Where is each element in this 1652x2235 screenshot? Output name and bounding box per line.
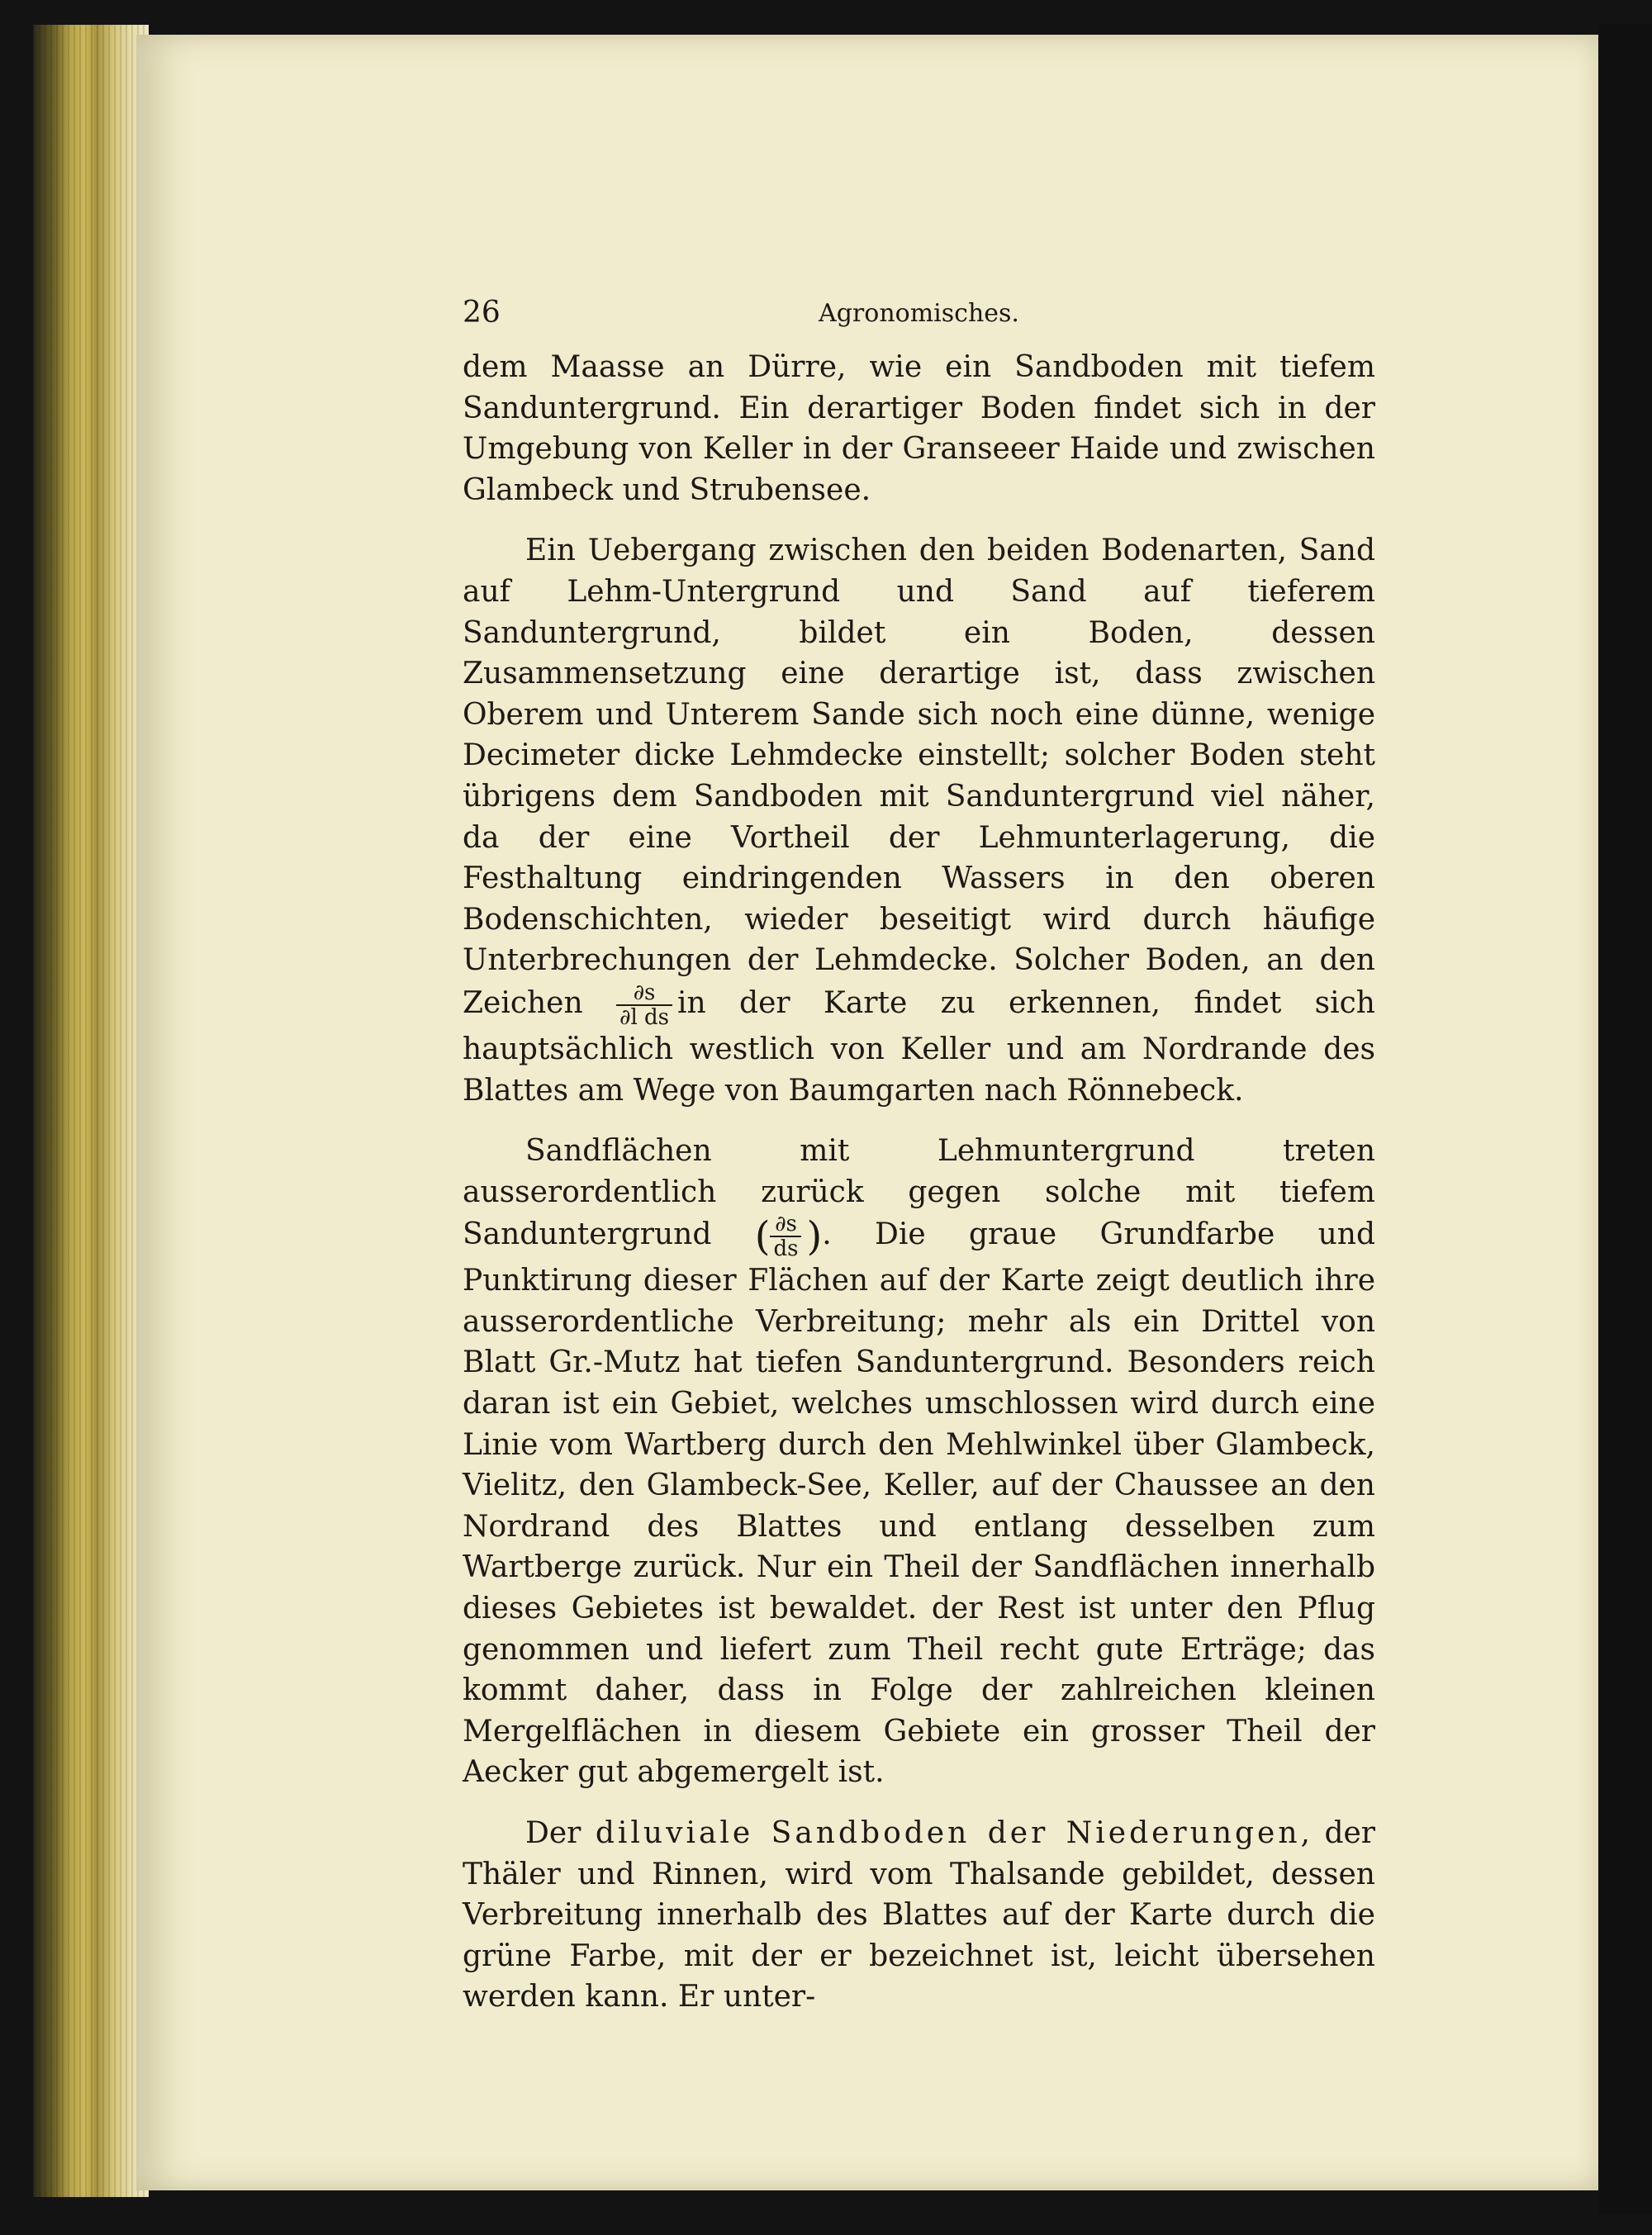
paragraph-2-text-a: Ein Uebergang zwischen den beiden Bodenarten, Sand auf Lehm-Untergrund und Sand auf tieferem Sanduntergrund, bildet ein Boden, dessen Zusammensetzung eine derartige ist, dass zwischen Oberem und Unterem Sande sich noch eine dünne, wenige Decimeter dicke Lehmdecke einstellt; solcher Boden steht übrigens dem Sandboden mit Sanduntergrund viel näher, da der eine Vortheil der Lehmunterlagerung, die Festhaltung eindringenden Wassers in den oberen Bodenschichten, wieder beseitigt wird durch häufige Unterbrechungen der Lehmdecke. Solcher Boden, an den Zeichen xyxy=(463,534,1375,1020)
paragraph-4-rest: , der Thäler und Rinnen, wird vom Thalsande gebildet, dessen Verbreitung innerhalb des Blattes auf der Karte durch die grüne Farbe, mit der er bezeichnet ist, leicht übersehen werden kann. Er unter- xyxy=(463,1816,1375,2014)
body-text xyxy=(463,347,1375,2018)
scan-margin-right xyxy=(1598,25,1652,2214)
fraction-numerator: ∂s xyxy=(616,981,672,1006)
close-paren: ) xyxy=(806,1213,823,1260)
page-header xyxy=(463,296,1375,345)
running-title: Agronomisches. xyxy=(819,299,1019,328)
soil-symbol-fraction-2 xyxy=(770,1212,801,1260)
paragraph-4 xyxy=(463,1813,1375,2018)
fraction-denominator: ∂l ds xyxy=(620,1004,670,1030)
fraction-denominator: ds xyxy=(773,1236,799,1262)
paragraph-2-text-b: in der Karte zu erkennen, findet sich hauptsächlich westlich von Keller und am Nordrande des Blattes am Wege von Baumgarten nach Rönnebeck. xyxy=(463,985,1375,1108)
fraction-numerator: ∂s xyxy=(770,1212,801,1237)
soil-symbol-fraction-1 xyxy=(616,981,672,1029)
spaced-emphasis: diluviale Sandboden der Niederungen xyxy=(595,1816,1301,1850)
page-number: 26 xyxy=(463,296,501,330)
paragraph-1: dem Maasse an Dürre, wie ein Sandboden mit tiefem Sanduntergrund. Ein derartiger Boden findet sich in der Umgebung von Keller in der Granseeer Haide und zwischen Glambeck und Strubensee. xyxy=(463,350,1375,507)
paragraph-2 xyxy=(463,530,1375,1111)
paragraph-3 xyxy=(463,1131,1375,1793)
page-edge-lines xyxy=(33,25,149,2197)
open-paren: ( xyxy=(754,1213,771,1260)
book-page-edges xyxy=(33,25,149,2197)
paragraph-3-text-a: Sandflächen mit Lehmuntergrund treten ausserordentlich zurück gegen solche mit tiefem Sanduntergrund xyxy=(463,1134,1375,1252)
paragraph-3-text-b: . Die graue Grundfarbe und Punktirung dieser Flächen auf der Karte zeigt deutlich ihre ausserordentliche Verbreitung; mehr als ein Drittel von Blatt Gr.-Mutz hat tiefen Sanduntergrund. Besonders reich daran ist ein Gebiet, welches umschlossen wird durch eine Linie vom Wartberg durch den Mehlwinkel über Glambeck, Vielitz, den Glambeck-See, Keller, auf der Chaussee an den Nordrand des Blattes und entlang desselben zum Wartberge zurück. Nur ein Theil der Sandflächen innerhalb dieses Gebietes ist bewaldet. der Rest ist unter den Pflug genommen und liefert zum Theil recht gute Erträge; das kommt daher, dass in Folge der zahlreichen kleinen Mergelflächen in diesem Gebiete ein grosser Theil der Aecker gut abgemergelt ist. xyxy=(463,1217,1376,1790)
paragraph-4-lead: Der xyxy=(525,1816,582,1850)
